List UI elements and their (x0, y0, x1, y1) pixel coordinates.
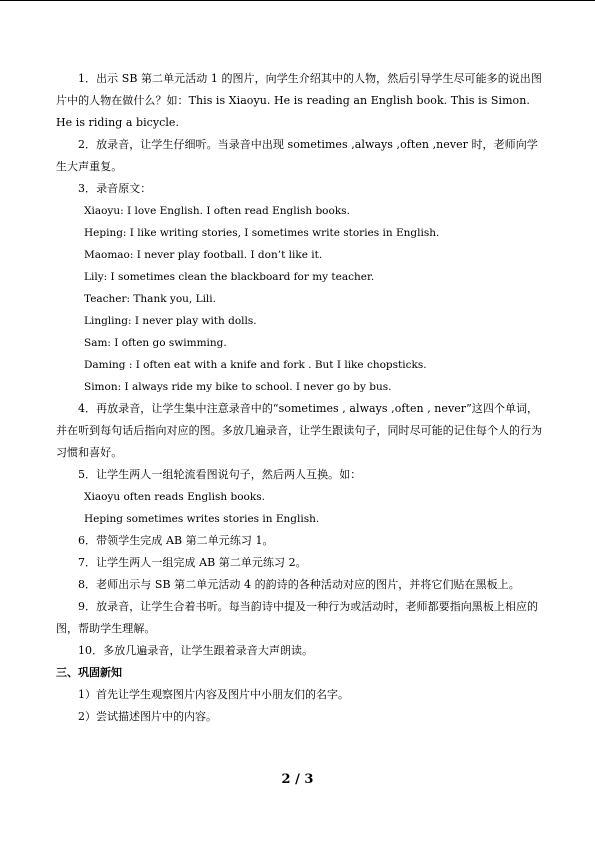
paragraph-2: 2．放录音，让学生仔细听。当录音中出现 sometimes ,always ,often ,never 时，老师向学生大声重复。 (56, 138, 538, 173)
paragraph-10: 10．多放几遍录音，让学生跟着录音大声朗读。 (78, 644, 314, 657)
paragraph-8: 8．老师出示与 SB 第二单元活动 4 的韵诗的各种活动对应的图片，并将它们贴在黑板上。 (78, 578, 520, 591)
paragraph-7: 7．让学生两人一组完成 AB 第二单元练习 2。 (78, 556, 307, 569)
section-heading: 三、巩固新知 (56, 666, 122, 679)
paragraph-3: 3．录音原文： (78, 182, 152, 195)
top-rule (0, 0, 595, 1)
transcript-line: Lingling: I never play with dolls. (84, 315, 257, 327)
paragraph-4: 4．再放录音，让学生集中注意录音中的“sometimes , always ,often , never”这四个单词，并在听到每句话后指向对应的图。多放几遍录音，让学生跟读句子，同时尽可能的记住每个人的行为习惯和喜好。 (56, 402, 543, 459)
paragraph-6: 6．带领学生完成 AB 第二单元练习 1。 (78, 534, 274, 547)
document-body (56, 68, 543, 728)
paragraph-1: 1．出示 SB 第二单元活动 1 的图片，向学生介绍其中的人物，然后引导学生尽可能多的说出图片中的人物在做什么？如：This is Xiaoyu. He is reading an English book. This is Simon. He is riding a bicycle. (56, 72, 542, 129)
page-number: 2 / 3 (281, 772, 314, 787)
paragraph-5: 5．让学生两人一组轮流看图说句子，然后两人互换。如： (78, 468, 362, 481)
example-line: Xiaoyu often reads English books. (84, 491, 265, 503)
transcript-line: Sam: I often go swimming. (84, 337, 227, 349)
section-item: 2）尝试描述图片中的内容。 (78, 710, 217, 723)
transcript-line: Xiaoyu: I love English. I often read English books. (84, 205, 350, 217)
transcript-line: Lily: I sometimes clean the blackboard for my teacher. (84, 271, 375, 283)
transcript-line: Maomao: I never play football. I don’t like it. (84, 249, 323, 261)
transcript-line: Heping: I like writing stories, I sometimes write stories in English. (84, 227, 440, 239)
paragraph-9: 9．放录音，让学生合着书听。每当韵诗中提及一种行为或活动时，老师都要指向黑板上相应的图，帮助学生理解。 (56, 600, 539, 635)
transcript-line: Teacher: Thank you, Lili. (84, 293, 216, 305)
transcript-line: Daming : I often eat with a knife and fork . But I like chopsticks. (84, 359, 427, 371)
example-line: Heping sometimes writes stories in English. (84, 513, 320, 525)
transcript-line: Simon: I always ride my bike to school. I never go by bus. (84, 381, 392, 393)
section-item: 1）首先让学生观察图片内容及图片中小朋友们的名字。 (78, 688, 349, 701)
